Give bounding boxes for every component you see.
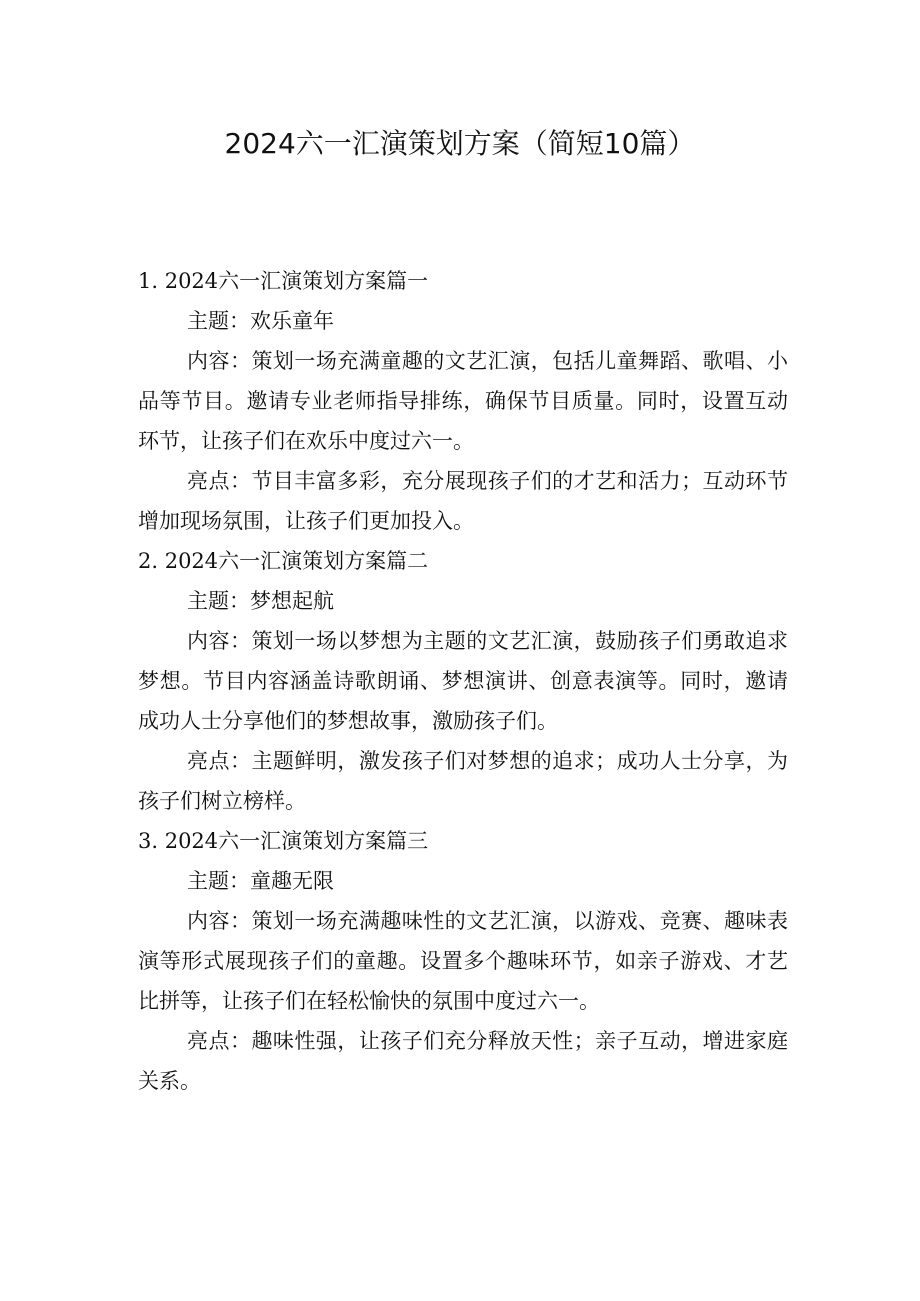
section-heading: 2. 2024六一汇演策划方案篇二 [138, 549, 429, 573]
section-highlight: 亮点：主题鲜明，激发孩子们对梦想的追求；成功人士分享，为孩子们树立榜样。 [138, 749, 788, 813]
section-content: 内容：策划一场充满趣味性的文艺汇演，以游戏、竞赛、趣味表演等形式展现孩子们的童趣。设置多个趣味环节，如亲子游戏、才艺比拼等，让孩子们在轻松愉快的氛围中度过六一。 [138, 909, 788, 1013]
section-theme: 主题：梦想起航 [187, 589, 334, 613]
section-content: 内容：策划一场以梦想为主题的文艺汇演，鼓励孩子们勇敢追求梦想。节目内容涵盖诗歌朗诵、梦想演讲、创意表演等。同时，邀请成功人士分享他们的梦想故事，激励孩子们。 [138, 629, 788, 733]
section-theme: 主题：欢乐童年 [187, 309, 334, 333]
section-highlight: 亮点：节目丰富多彩，充分展现孩子们的才艺和活力；互动环节增加现场氛围，让孩子们更加投入。 [138, 469, 788, 533]
document-title: 2024六一汇演策划方案（简短10篇） [224, 127, 696, 160]
section-heading: 1. 2024六一汇演策划方案篇一 [138, 269, 429, 293]
section-3 [138, 821, 788, 1101]
section-1 [138, 261, 788, 541]
section-heading: 3. 2024六一汇演策划方案篇三 [138, 829, 429, 853]
section-highlight: 亮点：趣味性强，让孩子们充分释放天性；亲子互动，增进家庭关系。 [138, 1029, 788, 1093]
document-body [138, 261, 788, 1101]
section-theme: 主题：童趣无限 [187, 869, 334, 893]
section-2 [138, 541, 788, 821]
section-content: 内容：策划一场充满童趣的文艺汇演，包括儿童舞蹈、歌唱、小品等节目。邀请专业老师指导排练，确保节目质量。同时，设置互动环节，让孩子们在欢乐中度过六一。 [138, 349, 788, 453]
